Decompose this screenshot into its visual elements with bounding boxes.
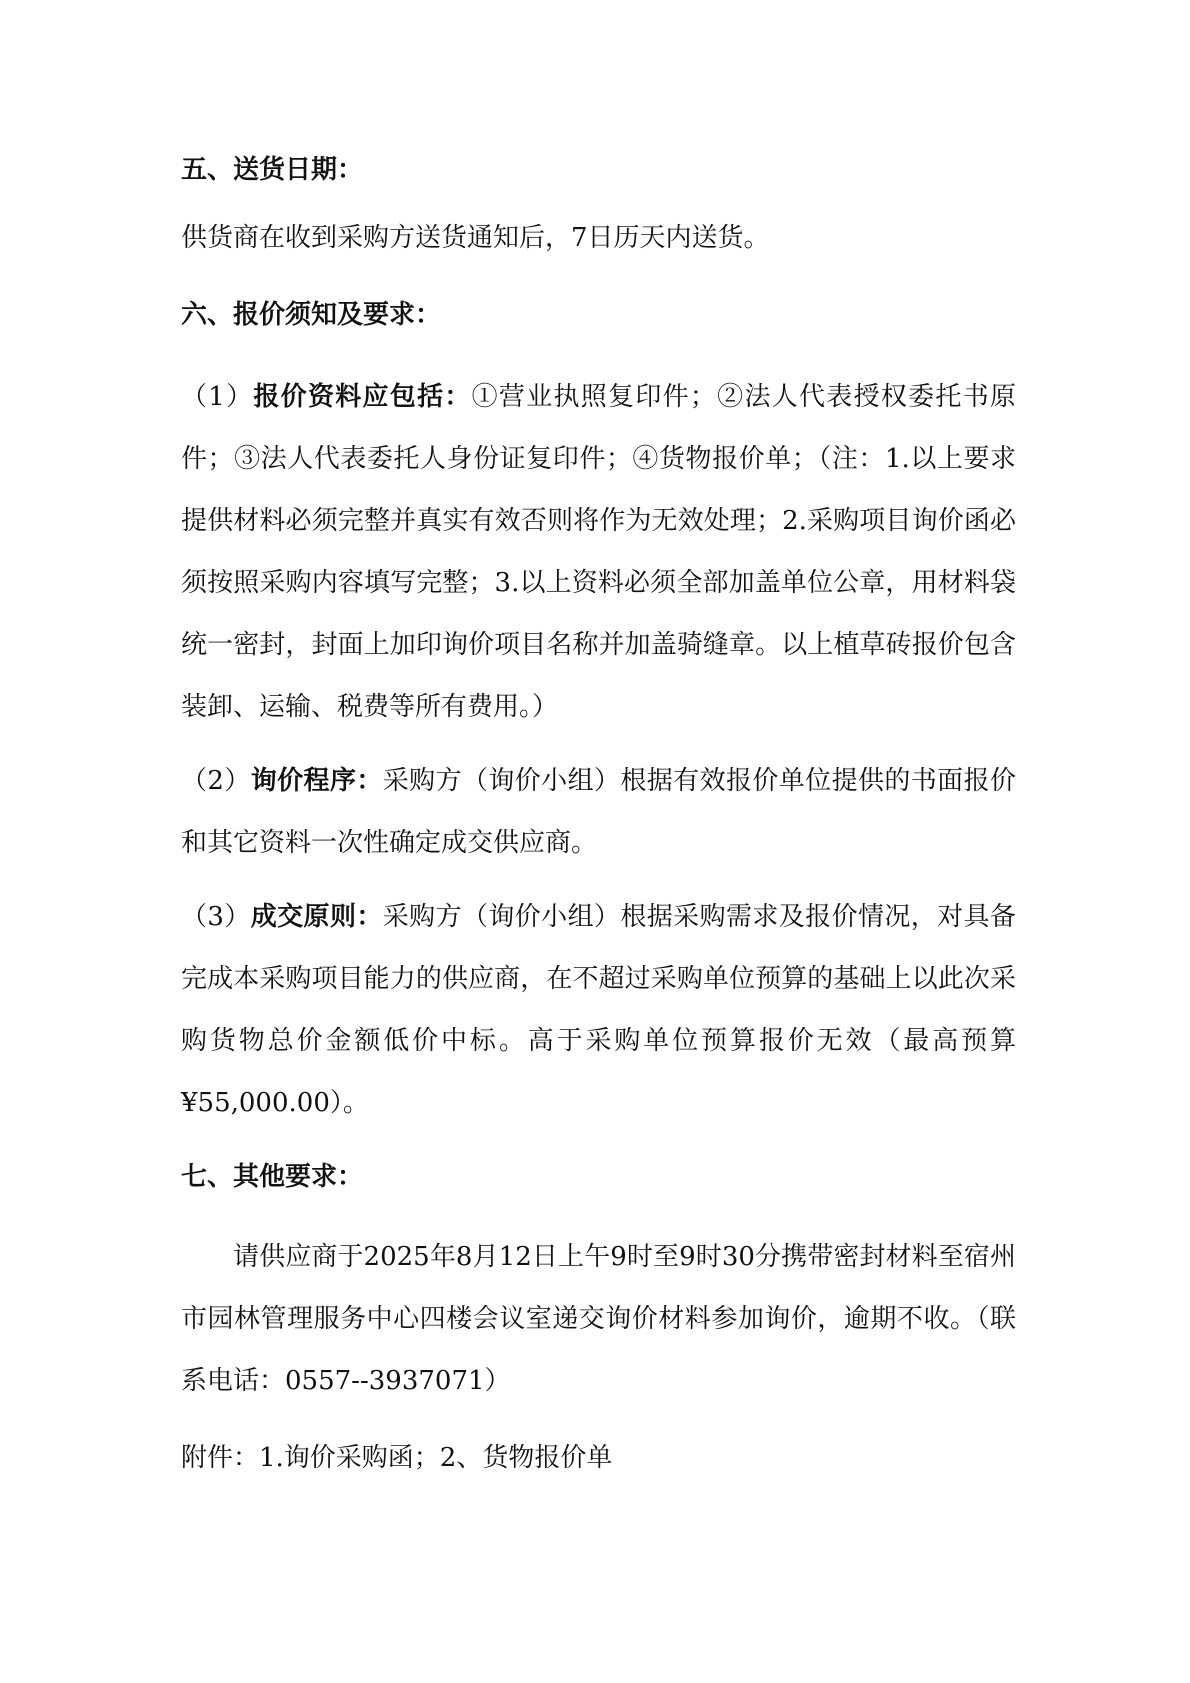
item-3-text: 采购方（询价小组）根据采购需求及报价情况，对具备完成本采购项目能力的供应商，在不超过采购单位预算的基础上以此次采购货物总价金额低价中标。高于采购单位预算报价无效（最高预算¥55,000.00）。 <box>181 902 1016 1118</box>
document-body <box>181 150 1016 1489</box>
item-3-label: 成交原则： <box>250 902 383 932</box>
section-5-heading: 五、送货日期： <box>181 155 364 185</box>
attachment-line: 附件：1.询价采购函；2、货物报价单 <box>181 1443 613 1473</box>
item-2-label: 询价程序： <box>250 766 383 796</box>
inquiry-procedure-item <box>181 750 1016 874</box>
section-6-heading: 六、报价须知及要求： <box>181 300 442 330</box>
award-principle-item <box>181 886 1016 1134</box>
item-3-prefix: （3） <box>181 902 251 932</box>
section-7-text: 请供应商于2025年8月12日上午9时至9时30分携带密封材料至宿州市园林管理服务中心四楼会议室递交询价材料参加询价，逾期不收。（联系电话：0557--3937071） <box>181 1242 1016 1396</box>
item-2-text: 采购方（询价小组）根据有效报价单位提供的书面报价和其它资料一次性确定成交供应商。 <box>181 766 1016 858</box>
section-5-text: 供货商在收到采购方送货通知后，7日历天内送货。 <box>181 223 770 253</box>
item-1-label: 报价资料应包括： <box>253 382 472 412</box>
section-7-heading: 七、其他要求： <box>181 1162 364 1192</box>
quote-materials-item <box>181 366 1016 738</box>
item-1-text: ①营业执照复印件；②法人代表授权委托书原件；③法人代表委托人身份证复印件；④货物报价单；（注：1.以上要求提供材料必须完整并真实有效否则将作为无效处理；2.采购项目询价函必须按照采购内容填写完整；3.以上资料必须全部加盖单位公章，用材料袋统一密封，封面上加印询价项目名称并加盖骑缝章。以上植草砖报价包含装卸、运输、税费等所有费用。） <box>181 382 1016 722</box>
item-1-prefix: （1） <box>181 382 254 412</box>
item-2-prefix: （2） <box>181 766 251 796</box>
